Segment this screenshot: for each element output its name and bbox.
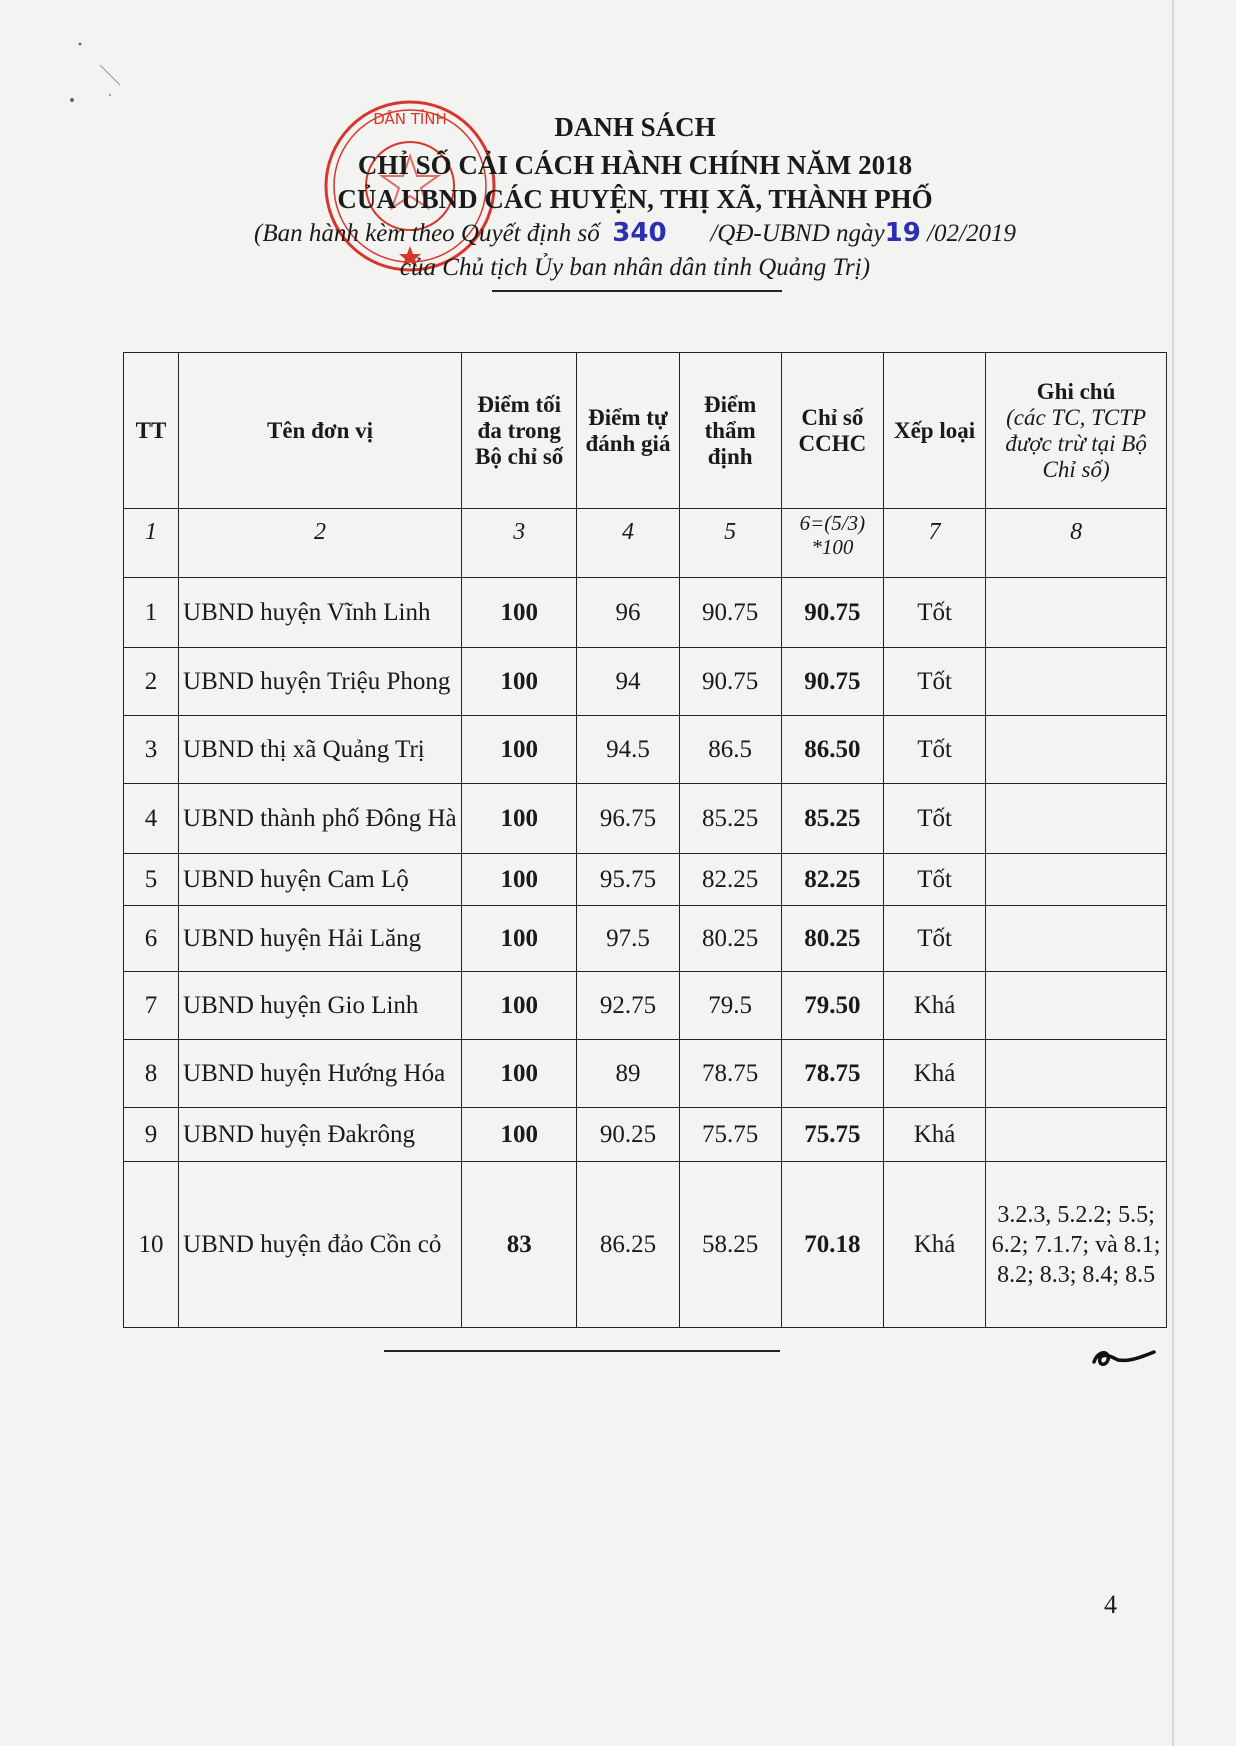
cell-tt: 6 (124, 906, 179, 972)
cell-tt: 5 (124, 854, 179, 906)
table-header-row (124, 353, 1167, 509)
cell-name: UBND thị xã Quảng Trị (179, 716, 462, 784)
cell-index: 75.75 (781, 1108, 883, 1162)
cell-note (986, 1108, 1167, 1162)
cell-self: 95.75 (577, 854, 679, 906)
cell-self: 92.75 (577, 972, 679, 1040)
cell-tt: 9 (124, 1108, 179, 1162)
document-title: DANH SÁCH (554, 112, 716, 142)
cell-max: 100 (462, 648, 577, 716)
cell-self: 94.5 (577, 716, 679, 784)
cell-name: UBND huyện Gio Linh (179, 972, 462, 1040)
cell-appraise: 78.75 (679, 1040, 781, 1108)
table-row (124, 1162, 1167, 1328)
cell-index: 85.25 (781, 784, 883, 854)
table-row (124, 1040, 1167, 1108)
header-note (986, 353, 1167, 509)
cell-self: 96 (577, 578, 679, 648)
cell-appraise: 79.5 (679, 972, 781, 1040)
cell-rank: Tốt (883, 578, 985, 648)
cell-name: UBND huyện Triệu Phong (179, 648, 462, 716)
cell-rank: Tốt (883, 648, 985, 716)
decree-prefix: (Ban hành kèm theo Quyết định số (254, 220, 600, 247)
col-index: 1 (124, 509, 179, 578)
cell-note (986, 972, 1167, 1040)
cell-index: 78.75 (781, 1040, 883, 1108)
cchc-index-table (123, 352, 1167, 1328)
end-divider (384, 1350, 780, 1352)
table-row (124, 648, 1167, 716)
decree-line (170, 218, 1100, 248)
page-number: 4 (1104, 1590, 1117, 1619)
cell-note (986, 578, 1167, 648)
cell-name: UBND huyện đảo Cồn cỏ (179, 1162, 462, 1328)
cell-index: 90.75 (781, 648, 883, 716)
cell-rank: Tốt (883, 716, 985, 784)
decree-line-2: của Chủ tịch Ủy ban nhân dân tỉnh Quảng Trị) (399, 254, 871, 281)
cell-appraise: 85.25 (679, 784, 781, 854)
cell-rank: Tốt (883, 906, 985, 972)
cell-rank: Khá (883, 1108, 985, 1162)
cell-tt: 2 (124, 648, 179, 716)
col-index: 8 (986, 509, 1167, 578)
cell-max: 100 (462, 716, 577, 784)
cell-rank: Khá (883, 1040, 985, 1108)
document-subtitle-2: CỦA UBND CÁC HUYỆN, THỊ XÃ, THÀNH PHỐ (337, 184, 933, 214)
cell-index: 82.25 (781, 854, 883, 906)
cell-note (986, 648, 1167, 716)
cell-name: UBND huyện Đakrông (179, 1108, 462, 1162)
header-rank: Xếp loại (883, 353, 985, 509)
header-tt: TT (124, 353, 179, 509)
table-row (124, 578, 1167, 648)
cell-note (986, 906, 1167, 972)
cell-self: 97.5 (577, 906, 679, 972)
table-row (124, 784, 1167, 854)
cell-note (986, 854, 1167, 906)
decree-suffix: /02/2019 (927, 220, 1016, 247)
cell-appraise: 82.25 (679, 854, 781, 906)
cell-tt: 7 (124, 972, 179, 1040)
header-index: Chỉ số CCHC (781, 353, 883, 509)
cell-index: 90.75 (781, 578, 883, 648)
header-note-sub: (các TC, TCTP được trừ tại Bộ Chỉ số) (1005, 404, 1147, 482)
header-self: Điểm tự đánh giá (577, 353, 679, 509)
cell-rank: Tốt (883, 784, 985, 854)
table-row (124, 1108, 1167, 1162)
cell-max: 100 (462, 578, 577, 648)
cell-max: 100 (462, 1040, 577, 1108)
cell-appraise: 90.75 (679, 578, 781, 648)
decree-number: 340 (612, 218, 667, 248)
cell-index: 80.25 (781, 906, 883, 972)
scan-specks (60, 30, 150, 120)
cell-name: UBND huyện Hải Lăng (179, 906, 462, 972)
header-underline (492, 290, 782, 292)
header-note-title: Ghi chú (1036, 378, 1116, 404)
col-index: 2 (179, 509, 462, 578)
cell-note (986, 784, 1167, 854)
seal-text: DÂN TỈNH (373, 110, 447, 128)
header-name: Tên đơn vị (179, 353, 462, 509)
cell-max: 100 (462, 784, 577, 854)
cell-name: UBND huyện Vĩnh Linh (179, 578, 462, 648)
cell-max: 100 (462, 906, 577, 972)
header-appraise: Điểm thẩm định (679, 353, 781, 509)
cell-name: UBND huyện Hướng Hóa (179, 1040, 462, 1108)
cell-max: 100 (462, 972, 577, 1040)
handwritten-initial (1088, 1340, 1158, 1370)
cell-rank: Khá (883, 1162, 985, 1328)
cell-note (986, 716, 1167, 784)
col-index: 7 (883, 509, 985, 578)
decree-day: 19 (884, 218, 921, 248)
cell-self: 90.25 (577, 1108, 679, 1162)
table-row (124, 854, 1167, 906)
col-index: 5 (679, 509, 781, 578)
cell-appraise: 80.25 (679, 906, 781, 972)
header-max: Điểm tối đa trong Bộ chỉ số (462, 353, 577, 509)
cell-self: 86.25 (577, 1162, 679, 1328)
column-index-row (124, 509, 1167, 578)
table-row (124, 906, 1167, 972)
cell-rank: Tốt (883, 854, 985, 906)
document-subtitle-1: CHỈ SỐ CẢI CÁCH HÀNH CHÍNH NĂM 2018 (357, 150, 913, 180)
cell-self: 89 (577, 1040, 679, 1108)
cell-tt: 10 (124, 1162, 179, 1328)
table-row (124, 972, 1167, 1040)
col-index: 3 (462, 509, 577, 578)
table-row (124, 716, 1167, 784)
cell-tt: 1 (124, 578, 179, 648)
cell-name: UBND thành phố Đông Hà (179, 784, 462, 854)
cell-rank: Khá (883, 972, 985, 1040)
cell-name: UBND huyện Cam Lộ (179, 854, 462, 906)
decree-mid: /QĐ-UBND ngày (710, 220, 885, 247)
cell-max: 100 (462, 1108, 577, 1162)
cell-max: 83 (462, 1162, 577, 1328)
cell-note (986, 1040, 1167, 1108)
cell-appraise: 90.75 (679, 648, 781, 716)
cell-note: 3.2.3, 5.2.2; 5.5; 6.2; 7.1.7; và 8.1; 8.2; 8.3; 8.4; 8.5 (986, 1162, 1167, 1328)
cell-tt: 4 (124, 784, 179, 854)
cell-appraise: 75.75 (679, 1108, 781, 1162)
cell-index: 86.50 (781, 716, 883, 784)
cell-index: 70.18 (781, 1162, 883, 1328)
cell-self: 94 (577, 648, 679, 716)
cell-index: 79.50 (781, 972, 883, 1040)
cell-self: 96.75 (577, 784, 679, 854)
cell-appraise: 86.5 (679, 716, 781, 784)
cell-appraise: 58.25 (679, 1162, 781, 1328)
col-index: 4 (577, 509, 679, 578)
cell-tt: 3 (124, 716, 179, 784)
col-index: 6=(5/3) *100 (781, 509, 883, 578)
page-edge-line (1172, 0, 1174, 1746)
cell-max: 100 (462, 854, 577, 906)
cell-tt: 8 (124, 1040, 179, 1108)
